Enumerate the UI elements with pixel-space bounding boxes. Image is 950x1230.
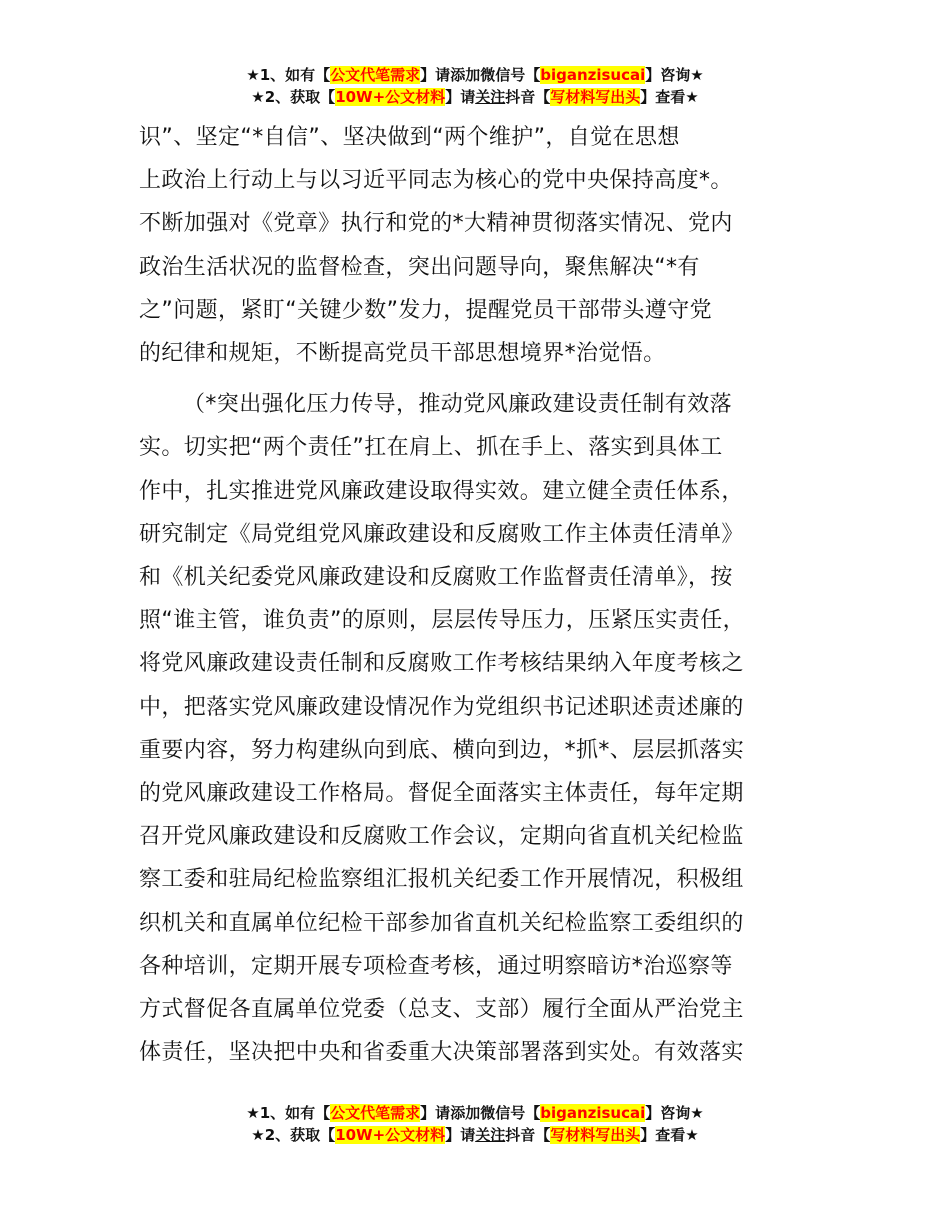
text-line: 体责任，坚决把中央和省委重大决策部署落到实处。有效落实 xyxy=(139,1040,744,1066)
banner-underlined: 关注 xyxy=(475,88,506,106)
text-line: 作中，扎实推进党风廉政建设取得实效。建立健全责任体系， xyxy=(139,478,744,504)
text-line: 织机关和直属单位纪检干部参加省直机关纪检监察工委组织的 xyxy=(139,910,744,936)
text-line: 的纪律和规矩，不断提高党员干部思想境界*治觉悟。 xyxy=(139,341,666,367)
text-line: 上政治上行动上与以习近平同志为核心的党中央保持高度*。 xyxy=(139,168,733,194)
text-line: 之”问题，紧盯“关键少数”发力，提醒党员干部带头遵守党 xyxy=(139,297,712,323)
banner-text: ★2、获取【 xyxy=(251,1126,336,1144)
highlight-materials: 10W+公文材料 xyxy=(335,1126,446,1144)
banner-text: 添加 xyxy=(450,66,481,84)
banner-line-2 xyxy=(0,86,950,108)
text-line: （*突出强化压力传导，推动党风廉政建设责任制有效落 xyxy=(183,392,733,418)
banner-text: 】请 xyxy=(445,1126,476,1144)
text-line: 实。切实把“两个责任”扛在肩上、抓在手上、落实到具体工 xyxy=(139,435,723,461)
document-body xyxy=(139,116,819,1074)
banner-text: 】请 xyxy=(445,88,476,106)
text-line: 重要内容，努力构建纵向到底、横向到边，*抓*、层层抓落实 xyxy=(139,737,745,763)
text-line: 召开党风廉政建设和反腐败工作会议，定期向省直机关纪检监 xyxy=(139,824,744,850)
highlight-service: 公文代笔需求 xyxy=(330,1104,421,1122)
text-line: 察工委和驻局纪检监察组汇报机关纪委工作开展情况，积极组 xyxy=(139,867,744,893)
banner-text: 微信号【 xyxy=(480,66,541,84)
banner-text: 】咨询★ xyxy=(645,1104,704,1122)
text-line: 和《机关纪委党风廉政建设和反腐败工作监督责任清单》，按 xyxy=(139,565,733,591)
banner-text: 】查看★ xyxy=(640,88,699,106)
text-line: 不断加强对《党章》执行和党的*大精神贯彻落实情况、党内 xyxy=(139,211,733,237)
banner-text: ★1、如有【 xyxy=(246,1104,331,1122)
banner-text: 】查看★ xyxy=(640,1126,699,1144)
paragraph-1 xyxy=(139,116,819,375)
highlight-materials: 10W+公文材料 xyxy=(335,88,446,106)
banner-text: 抖音【 xyxy=(505,88,551,106)
text-line: 政治生活状况的监督检查，突出问题导向，聚焦解决“*有 xyxy=(139,254,700,280)
highlight-service: 公文代笔需求 xyxy=(330,66,421,84)
banner-text: 】咨询★ xyxy=(645,66,704,84)
highlight-wechat-id: biganzisucai xyxy=(540,1104,646,1122)
footer-banner xyxy=(0,1102,950,1146)
banner-line-1 xyxy=(0,1102,950,1124)
highlight-douyin: 写材料写出头 xyxy=(550,88,641,106)
text-line: 识”、坚定“*自信”、坚决做到“两个维护”，自觉在思想 xyxy=(139,125,680,150)
banner-text: 】请 xyxy=(420,1104,451,1122)
highlight-douyin: 写材料写出头 xyxy=(550,1126,641,1144)
highlight-wechat-id: biganzisucai xyxy=(540,66,646,84)
banner-underlined: 关注 xyxy=(475,1126,506,1144)
banner-text: 添加 xyxy=(450,1104,481,1122)
banner-text: 抖音【 xyxy=(505,1126,551,1144)
paragraph-2 xyxy=(139,383,819,1074)
text-line: 照“谁主管，谁负责”的原则，层层传导压力，压紧压实责任， xyxy=(139,608,745,634)
text-line: 的党风廉政建设工作格局。督促全面落实主体责任，每年定期 xyxy=(139,781,744,807)
text-line: 各种培训，定期开展专项检查考核，通过明察暗访*治巡察等 xyxy=(139,953,733,979)
header-banner xyxy=(0,64,950,108)
banner-text: 微信号【 xyxy=(480,1104,541,1122)
banner-text: ★1、如有【 xyxy=(246,66,331,84)
text-line: 研究制定《局党组党风廉政建设和反腐败工作主体责任清单》 xyxy=(139,521,744,547)
banner-line-1 xyxy=(0,64,950,86)
text-line: 方式督促各直属单位党委（总支、支部）履行全面从严治党主 xyxy=(139,997,744,1023)
text-line: 中，把落实党风廉政建设情况作为党组织书记述职述责述廉的 xyxy=(139,694,744,720)
banner-line-2 xyxy=(0,1124,950,1146)
banner-text: ★2、获取【 xyxy=(251,88,336,106)
text-line: 将党风廉政建设责任制和反腐败工作考核结果纳入年度考核之 xyxy=(139,651,744,677)
banner-text: 】请 xyxy=(420,66,451,84)
